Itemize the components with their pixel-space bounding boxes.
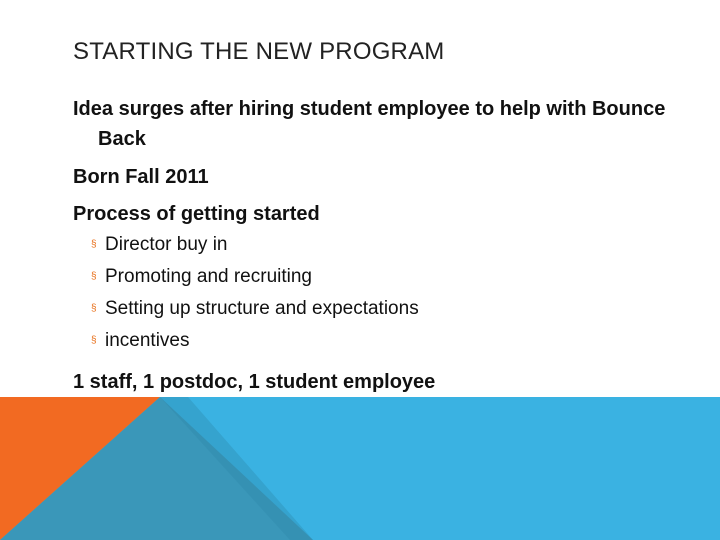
section-marker-icon: § bbox=[91, 239, 97, 250]
section-marker-icon: § bbox=[91, 303, 97, 314]
section-marker-icon: § bbox=[91, 335, 97, 346]
sub-bullet-text: Setting up structure and expectations bbox=[105, 298, 419, 319]
slide-title: STARTING THE NEW PROGRAM bbox=[73, 38, 445, 65]
section-marker-icon: § bbox=[91, 271, 97, 282]
bullet-born: Born Fall 2011 bbox=[73, 166, 209, 188]
sub-bullet-text: incentives bbox=[105, 330, 190, 351]
sub-bullet-text: Director buy in bbox=[105, 234, 228, 255]
bullet-staff: 1 staff, 1 postdoc, 1 student employee bbox=[73, 371, 436, 393]
bullet-idea: Idea surges after hiring student employee to help with Bounce Back bbox=[73, 98, 666, 150]
bullet-process: Process of getting started bbox=[73, 203, 320, 225]
sub-bullet-text: Promoting and recruiting bbox=[105, 266, 312, 287]
